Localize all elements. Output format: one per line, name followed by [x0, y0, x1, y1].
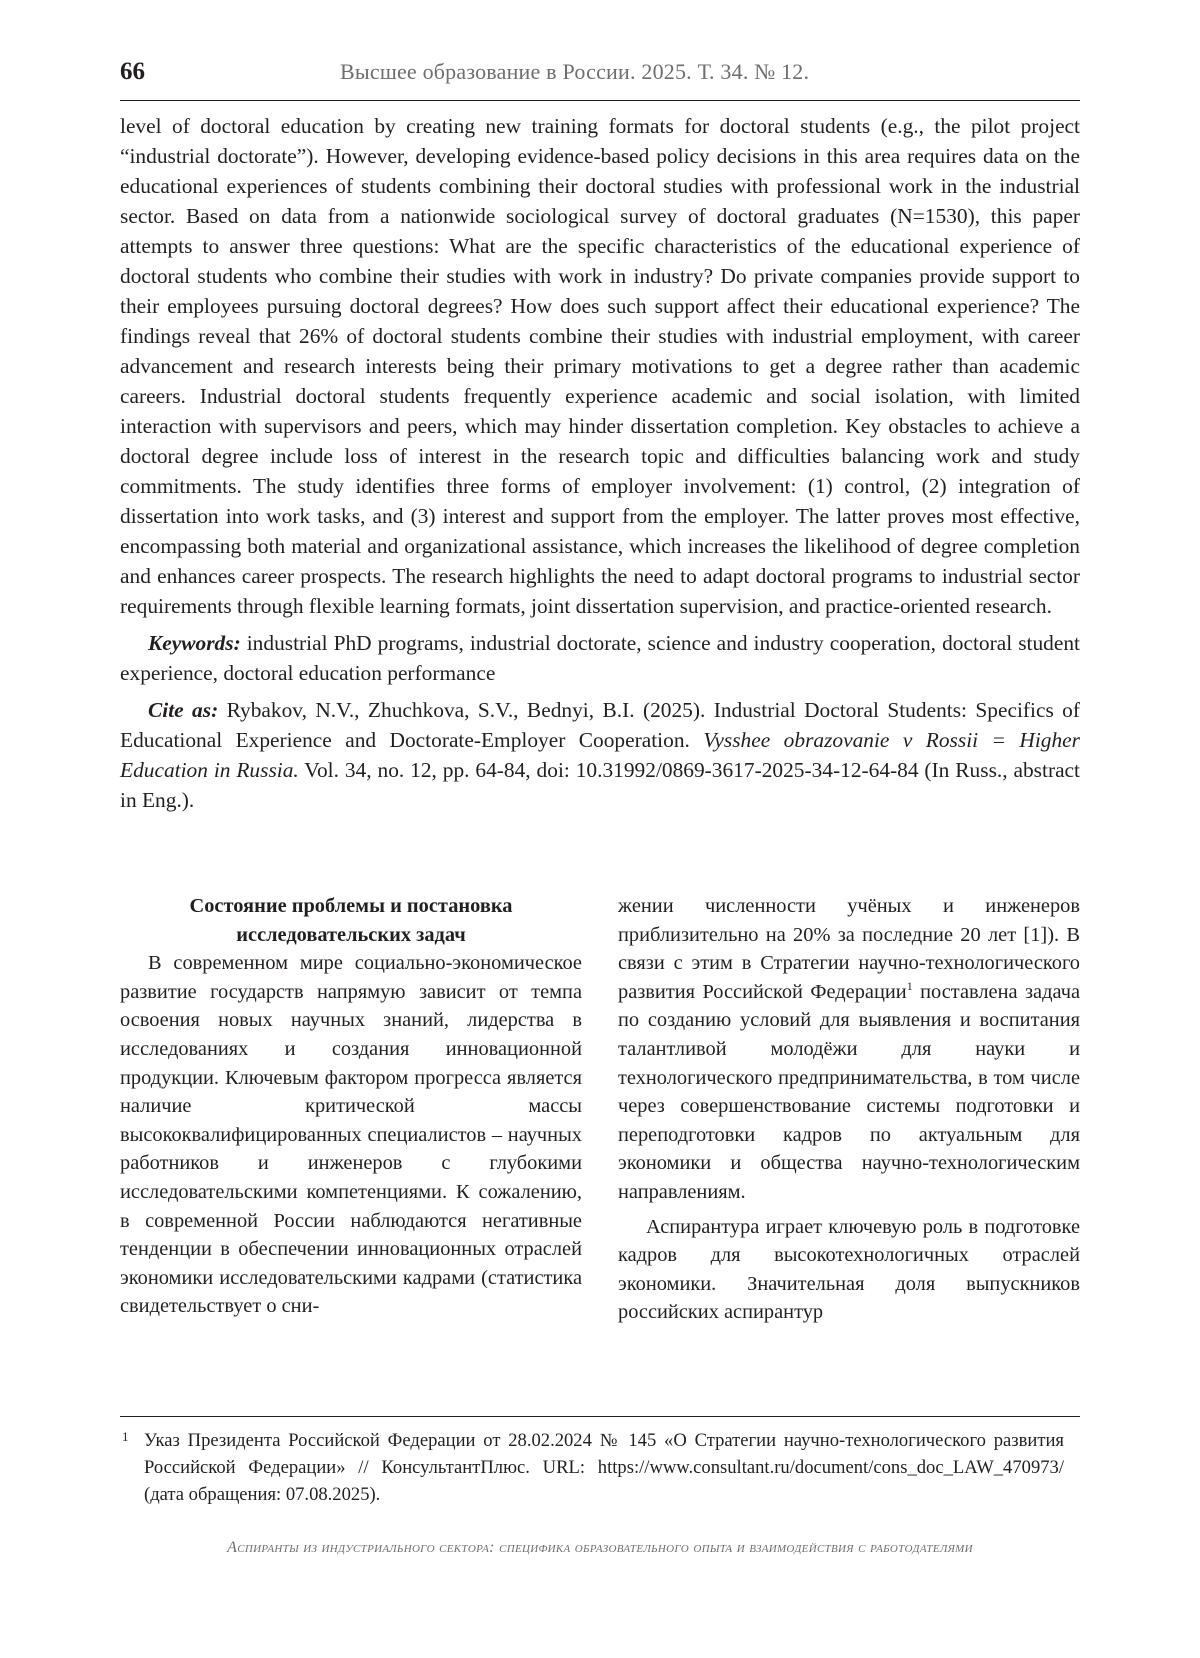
- footnote: [120, 1427, 1080, 1508]
- running-footer: Аспиранты из индустриального сектора: специфика образовательного опыта и взаимодействия с работодателями: [227, 1539, 973, 1556]
- left-column: [120, 892, 582, 1327]
- citation: [120, 695, 1080, 815]
- left-paragraph: В современном мире социально-экономическое развитие государств напрямую зависит от темпа освоения новых научных знаний, лидерства в исследованиях и создания инновационной продукции. Ключевым фактором прогресса является наличие критической массы высококвалифицированных специалистов – научных работников и инженеров с глубокими исследовательскими компетенциями. К сожалению, в современной России наблюдаются негативные тенденции в обеспечении инновационных отраслей экономики исследовательскими кадрами (статистика свидетельствует о сни-: [120, 952, 582, 1318]
- right-paragraph-1: [618, 892, 1080, 1207]
- journal-reference: Высшее образование в России. 2025. Т. 34. № 12.: [340, 59, 810, 84]
- section-title-line-2: исследовательских задач: [236, 923, 466, 946]
- cite-text: Rybakov, N.V., Zhuchkova, S.V., Bednyi, B.I. (2025). Industrial Doctoral Students: Specifics of Educational Experience and Doctorate-Employer Cooperation.: [120, 698, 1080, 752]
- running-head: [120, 58, 1080, 101]
- abstract: [120, 111, 1080, 621]
- footnote-text: Указ Президента Российской Федерации от 28.02.2024 № 145 «О Стратегии научно-технологического развития Российской Федерации» // КонсультантПлюс. URL: https://www.consultant.ru/document/cons_doc_LAW_470973/ (дата обращения: 07.08.2025).: [144, 1430, 1064, 1505]
- cite-journal: Vysshee obrazovanie v Rossii = Higher Education in Russia.: [120, 728, 1080, 782]
- keywords: [120, 628, 1080, 688]
- keywords-label: Keywords:: [148, 631, 241, 655]
- right-paragraph-2: Аспирантура играет ключевую роль в подготовке кадров для высокотехнологичных отраслей экономики. Значительная доля выпускников российских аспирантур: [618, 1215, 1080, 1324]
- section-title-line-1: Состояние проблемы и постановка: [189, 895, 513, 917]
- cite-details: Vol. 34, no. 12, pp. 64-84, doi: 10.31992/0869-3617-2025-34-12-64-84 (In Russ., abstract in Eng.).: [120, 758, 1080, 812]
- page: [120, 58, 1080, 815]
- footnotes: [120, 1416, 1080, 1508]
- section-title: [120, 892, 582, 949]
- footnote-mark: 1: [122, 1429, 129, 1444]
- right-column: [618, 892, 1080, 1327]
- footnote-reference[interactable]: 1: [906, 978, 913, 993]
- right-paragraph-1-part-2: поставлена задача по созданию условий для выявления и воспитания талантливой молодёжи для науки и технологического предпринимательства, в том числе через совершенствование системы подготовки и переподготовки кадров по актуальным для экономики и общества научно-технологическим направлениям.: [618, 980, 1081, 1203]
- abstract-text: level of doctoral education by creating new training formats for doctoral students (e.g., the pilot project “industrial doctorate”). However, developing evidence-based policy decisions in this area requires data on the educational experiences of students combining their doctoral studies with professional work in the industrial sector. Based on data from a nationwide sociological survey of doctoral graduates (N=1530), this paper attempts to answer three questions: What are the specific characteristics of the educational experience of doctoral students who combine their studies with work in industry? Do private companies provide support to their employees pursuing doctoral degrees? How does such support affect their educational experience? The findings reveal that 26% of doctoral students combine their studies with industrial employment, with career advancement and research interests being their primary motivations to get a degree rather than academic careers. Industrial doctoral students frequently experience academic and social isolation, with limited interaction with supervisors and peers, which may hinder dissertation completion. Key obstacles to achieve a doctoral degree include loss of interest in the research topic and difficulties balancing work and study commitments. The study identifies three forms of employer involvement: (1) control, (2) integration of dissertation into work tasks, and (3) interest and support from the employer. The latter proves most effective, encompassing both material and organizational assistance, which increases the likelihood of degree completion and enhances career prospects. The research highlights the need to adapt doctoral programs to industrial sector requirements through flexible learning formats, joint dissertation supervision, and practice-oriented research.: [120, 114, 1080, 618]
- keywords-text: industrial PhD programs, industrial doctorate, science and industry cooperation, doctoral student experience, doctoral education performance: [120, 631, 1080, 685]
- page-number: 66: [120, 58, 145, 85]
- right-paragraph-1-part-1: жении численности учёных и инженеров приблизительно на 20% за последние 20 лет [1]). В связи с этим в Стратегии научно-технологического развития Российской Федерации: [618, 895, 1080, 1003]
- cite-label: Cite as:: [148, 698, 219, 722]
- body-columns: [120, 892, 1080, 1327]
